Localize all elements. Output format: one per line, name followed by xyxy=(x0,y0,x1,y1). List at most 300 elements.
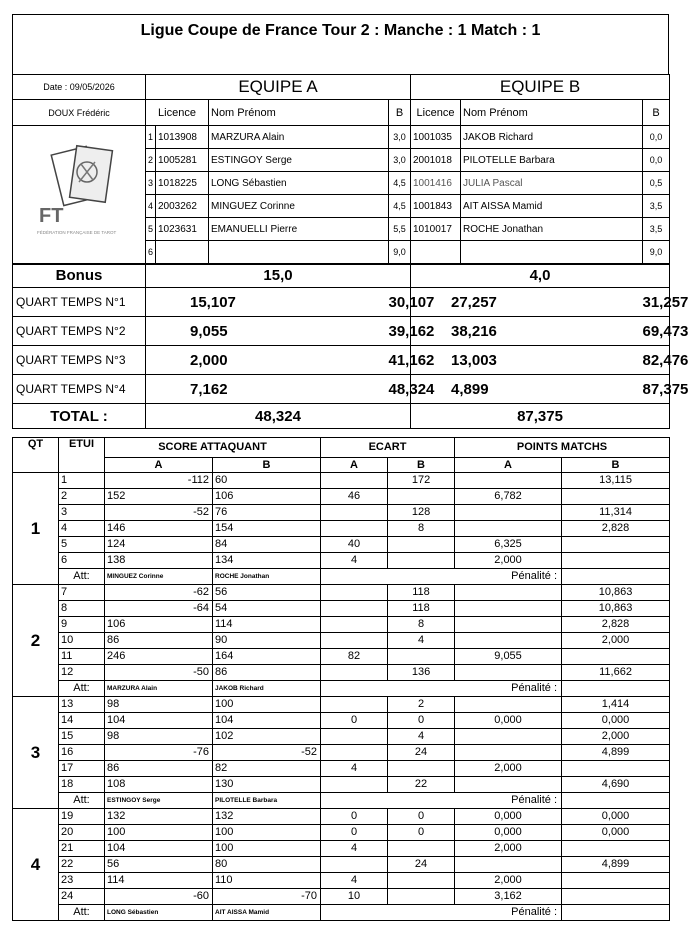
score-a: 100 xyxy=(105,825,213,841)
score-a: 98 xyxy=(105,729,213,745)
bonus-value-a: 5,5 xyxy=(389,218,411,241)
ft-logo xyxy=(13,144,145,244)
nom-header-b: Nom Prénom xyxy=(461,100,643,126)
points-a: 2,000 xyxy=(455,841,562,857)
bonus-value-b: 3,5 xyxy=(643,195,670,218)
quarter-number: 1 xyxy=(13,473,59,585)
points-b: 4,690 xyxy=(562,777,670,793)
ecart-b: 2 xyxy=(388,697,455,713)
detail-row xyxy=(13,665,670,681)
ecart-a: 82 xyxy=(321,649,388,665)
ecart-b: 4 xyxy=(388,729,455,745)
etui-number: 13 xyxy=(59,697,105,713)
quarter-score-a: 2,000 xyxy=(146,346,389,375)
ecart-b-header: B xyxy=(388,458,455,473)
score-a: 138 xyxy=(105,553,213,569)
ecart-b xyxy=(388,649,455,665)
points-b xyxy=(562,889,670,905)
score-b: 102 xyxy=(213,729,321,745)
player-number: 2 xyxy=(146,149,156,172)
ecart-a xyxy=(321,745,388,761)
score-b: 106 xyxy=(213,489,321,505)
quarter-cumul-b: 31,257 xyxy=(643,288,670,317)
ecart-a xyxy=(321,697,388,713)
ecart-a xyxy=(321,665,388,681)
detail-row xyxy=(13,841,670,857)
attaquant-b: ROCHE Jonathan xyxy=(213,569,321,585)
nom-header-a: Nom Prénom xyxy=(209,100,389,126)
bonus-value-b: 0,0 xyxy=(643,126,670,149)
ecart-b: 22 xyxy=(388,777,455,793)
score-b-header: B xyxy=(213,458,321,473)
quarter-number: 4 xyxy=(13,809,59,921)
score-a: 104 xyxy=(105,841,213,857)
bonus-value-a: 3,0 xyxy=(389,149,411,172)
attaquant-a: MINGUEZ Corinne xyxy=(105,569,213,585)
etui-number: 4 xyxy=(59,521,105,537)
points-b: 11,314 xyxy=(562,505,670,521)
attaquant-b: PILOTELLE Barbara xyxy=(213,793,321,809)
points-b: 2,000 xyxy=(562,633,670,649)
licence-a: 1018225 xyxy=(156,172,209,195)
detail-row xyxy=(13,809,670,825)
ecart-a: 46 xyxy=(321,489,388,505)
detail-row xyxy=(13,473,670,489)
points-a: 2,000 xyxy=(455,873,562,889)
ecart-b xyxy=(388,889,455,905)
attaquant-a: LONG Sébastien xyxy=(105,905,213,921)
ecart-a xyxy=(321,473,388,489)
ecart-a: 0 xyxy=(321,825,388,841)
detail-row xyxy=(13,537,670,553)
score-a: -52 xyxy=(105,505,213,521)
player-name-a: MINGUEZ Corinne xyxy=(209,195,389,218)
points-a xyxy=(455,521,562,537)
score-b: 132 xyxy=(213,809,321,825)
score-b: 110 xyxy=(213,873,321,889)
detail-row xyxy=(13,889,670,905)
ecart-a xyxy=(321,585,388,601)
penalite-label: Pénalité : xyxy=(321,681,562,697)
etui-number: 18 xyxy=(59,777,105,793)
att-label: Att: xyxy=(59,793,105,809)
ecart-a xyxy=(321,521,388,537)
licence-a: 1023631 xyxy=(156,218,209,241)
score-a: 114 xyxy=(105,873,213,889)
bonus-value-a: 4,5 xyxy=(389,172,411,195)
points-b xyxy=(562,489,670,505)
player-row xyxy=(13,126,670,149)
ecart-b: 24 xyxy=(388,745,455,761)
quarter-cumul-b: 69,473 xyxy=(643,317,670,346)
ecart-a: 4 xyxy=(321,553,388,569)
detail-row xyxy=(13,601,670,617)
etui-number: 3 xyxy=(59,505,105,521)
etui-number: 2 xyxy=(59,489,105,505)
ecart-a: 0 xyxy=(321,809,388,825)
attaquant-a: ESTINGOY Serge xyxy=(105,793,213,809)
score-a: 98 xyxy=(105,697,213,713)
score-b: 80 xyxy=(213,857,321,873)
penalite-label: Pénalité : xyxy=(321,793,562,809)
etui-number: 23 xyxy=(59,873,105,889)
score-header: SCORE ATTAQUANT xyxy=(105,438,321,458)
score-b: 56 xyxy=(213,585,321,601)
points-a xyxy=(455,617,562,633)
etui-number: 12 xyxy=(59,665,105,681)
player-name-a: ESTINGOY Serge xyxy=(209,149,389,172)
player-name-b: JULIA Pascal xyxy=(461,172,643,195)
etui-header: ETUI xyxy=(59,438,105,473)
logo-cell xyxy=(13,126,146,264)
team-a-header: EQUIPE A xyxy=(146,75,411,100)
score-a: 124 xyxy=(105,537,213,553)
logo-caption: FÉDÉRATION FRANÇAISE DE TAROT xyxy=(37,230,117,236)
points-a: 2,000 xyxy=(455,553,562,569)
quarter-score-b: 4,899 xyxy=(411,375,643,404)
ecart-a-header: A xyxy=(321,458,388,473)
ecart-a: 4 xyxy=(321,841,388,857)
etui-number: 17 xyxy=(59,761,105,777)
score-a: -50 xyxy=(105,665,213,681)
ecart-b: 0 xyxy=(388,825,455,841)
score-b: 100 xyxy=(213,841,321,857)
points-a: 2,000 xyxy=(455,761,562,777)
points-a: 9,055 xyxy=(455,649,562,665)
ecart-a xyxy=(321,777,388,793)
ecart-a: 4 xyxy=(321,873,388,889)
etui-number: 19 xyxy=(59,809,105,825)
team-b-header: EQUIPE B xyxy=(411,75,670,100)
licence-b: 2001018 xyxy=(411,149,461,172)
ecart-b: 0 xyxy=(388,713,455,729)
points-a: 0,000 xyxy=(455,825,562,841)
points-b xyxy=(562,537,670,553)
quarter-row xyxy=(13,288,670,317)
bonus-value-a: 9,0 xyxy=(389,241,411,264)
points-header: POINTS MATCHS xyxy=(455,438,670,458)
licence-b: 1001416 xyxy=(411,172,461,195)
quarter-cumul-a: 30,107 xyxy=(389,288,411,317)
quarter-number: 2 xyxy=(13,585,59,697)
detail-table xyxy=(12,437,670,921)
ecart-a xyxy=(321,601,388,617)
detail-row xyxy=(13,761,670,777)
match-date: Date : 09/05/2026 xyxy=(13,75,146,100)
ecart-b xyxy=(388,553,455,569)
detail-row xyxy=(13,777,670,793)
points-a xyxy=(455,633,562,649)
points-a: 6,782 xyxy=(455,489,562,505)
score-b: 82 xyxy=(213,761,321,777)
etui-number: 21 xyxy=(59,841,105,857)
etui-number: 7 xyxy=(59,585,105,601)
quarter-score-b: 13,003 xyxy=(411,346,643,375)
player-name-b xyxy=(461,241,643,264)
player-name-a xyxy=(209,241,389,264)
licence-b xyxy=(411,241,461,264)
score-a: -76 xyxy=(105,745,213,761)
att-label: Att: xyxy=(59,681,105,697)
detail-row xyxy=(13,649,670,665)
quarter-label: QUART TEMPS N°3 xyxy=(13,346,146,375)
ecart-b: 118 xyxy=(388,601,455,617)
points-b: 0,000 xyxy=(562,809,670,825)
score-b: 114 xyxy=(213,617,321,633)
quarter-score-b: 27,257 xyxy=(411,288,643,317)
licence-a: 1005281 xyxy=(156,149,209,172)
ecart-a: 0 xyxy=(321,713,388,729)
attaquant-row xyxy=(13,681,670,697)
total-team-b: 87,375 xyxy=(411,404,670,429)
player-name-a: EMANUELLI Pierre xyxy=(209,218,389,241)
score-b: 90 xyxy=(213,633,321,649)
ecart-b xyxy=(388,841,455,857)
qt-header: QT xyxy=(13,438,59,473)
quarter-row xyxy=(13,346,670,375)
score-a: -64 xyxy=(105,601,213,617)
score-b: 134 xyxy=(213,553,321,569)
arbitre-name: DOUX Frédéric xyxy=(13,100,146,126)
penalite-value xyxy=(562,793,670,809)
score-b: -52 xyxy=(213,745,321,761)
quarter-label: QUART TEMPS N°2 xyxy=(13,317,146,346)
score-a: 86 xyxy=(105,633,213,649)
ecart-header: ECART xyxy=(321,438,455,458)
score-a: 246 xyxy=(105,649,213,665)
ecart-b: 24 xyxy=(388,857,455,873)
etui-number: 24 xyxy=(59,889,105,905)
quarter-score-a: 15,107 xyxy=(146,288,389,317)
total-team-a: 48,324 xyxy=(146,404,411,429)
bonus-value-b: 9,0 xyxy=(643,241,670,264)
penalite-label: Pénalité : xyxy=(321,905,562,921)
attaquant-a: MARZURA Alain xyxy=(105,681,213,697)
points-a xyxy=(455,601,562,617)
detail-row xyxy=(13,521,670,537)
points-b xyxy=(562,873,670,889)
ecart-b: 4 xyxy=(388,633,455,649)
licence-a: 2003262 xyxy=(156,195,209,218)
attaquant-b: AIT AISSA Mamid xyxy=(213,905,321,921)
etui-number: 16 xyxy=(59,745,105,761)
points-a: 6,325 xyxy=(455,537,562,553)
points-b: 0,000 xyxy=(562,825,670,841)
points-a-header: A xyxy=(455,458,562,473)
ecart-b: 172 xyxy=(388,473,455,489)
quarter-score-b: 38,216 xyxy=(411,317,643,346)
score-b: 60 xyxy=(213,473,321,489)
detail-row xyxy=(13,617,670,633)
quarter-cumul-a: 39,162 xyxy=(389,317,411,346)
detail-row xyxy=(13,825,670,841)
points-b: 10,863 xyxy=(562,601,670,617)
licence-a: 1013908 xyxy=(156,126,209,149)
ecart-b: 8 xyxy=(388,617,455,633)
ecart-a xyxy=(321,505,388,521)
score-b: 86 xyxy=(213,665,321,681)
ecart-b: 118 xyxy=(388,585,455,601)
detail-row xyxy=(13,633,670,649)
detail-row xyxy=(13,489,670,505)
quarter-cumul-b: 82,476 xyxy=(643,346,670,375)
ecart-b: 128 xyxy=(388,505,455,521)
licence-b: 1001035 xyxy=(411,126,461,149)
points-a xyxy=(455,585,562,601)
player-number: 6 xyxy=(146,241,156,264)
page-title: Ligue Coupe de France Tour 2 : Manche : 1 Match : 1 xyxy=(12,14,669,74)
points-b xyxy=(562,649,670,665)
points-b: 0,000 xyxy=(562,713,670,729)
etui-number: 6 xyxy=(59,553,105,569)
etui-number: 8 xyxy=(59,601,105,617)
points-b: 13,115 xyxy=(562,473,670,489)
ecart-b xyxy=(388,537,455,553)
score-b: 100 xyxy=(213,697,321,713)
detail-row xyxy=(13,857,670,873)
licence-header-b: Licence xyxy=(411,100,461,126)
ecart-a xyxy=(321,617,388,633)
score-a: -112 xyxy=(105,473,213,489)
quarter-row xyxy=(13,375,670,404)
bonus-team-a: 15,0 xyxy=(146,264,411,288)
etui-number: 1 xyxy=(59,473,105,489)
points-a xyxy=(455,729,562,745)
quarter-cumul-a: 48,324 xyxy=(389,375,411,404)
bonus-label: Bonus xyxy=(13,264,146,288)
player-number: 4 xyxy=(146,195,156,218)
licence-b: 1001843 xyxy=(411,195,461,218)
ecart-a: 40 xyxy=(321,537,388,553)
detail-row xyxy=(13,745,670,761)
player-name-a: MARZURA Alain xyxy=(209,126,389,149)
summary-table xyxy=(12,74,688,429)
points-b xyxy=(562,841,670,857)
quarter-score-a: 9,055 xyxy=(146,317,389,346)
points-b: 11,662 xyxy=(562,665,670,681)
ecart-a: 4 xyxy=(321,761,388,777)
quarter-label: QUART TEMPS N°4 xyxy=(13,375,146,404)
player-name-b: JAKOB Richard xyxy=(461,126,643,149)
points-b xyxy=(562,761,670,777)
score-a-header: A xyxy=(105,458,213,473)
attaquant-row xyxy=(13,905,670,921)
detail-row xyxy=(13,505,670,521)
score-b: 100 xyxy=(213,825,321,841)
etui-number: 11 xyxy=(59,649,105,665)
bonus-team-b: 4,0 xyxy=(411,264,670,288)
points-b: 1,414 xyxy=(562,697,670,713)
score-a: 132 xyxy=(105,809,213,825)
points-a xyxy=(455,473,562,489)
attaquant-row xyxy=(13,793,670,809)
quarter-cumul-a: 41,162 xyxy=(389,346,411,375)
detail-row xyxy=(13,713,670,729)
score-b: 104 xyxy=(213,713,321,729)
points-b: 2,828 xyxy=(562,521,670,537)
score-b: 54 xyxy=(213,601,321,617)
bonus-value-a: 4,5 xyxy=(389,195,411,218)
score-b: 154 xyxy=(213,521,321,537)
ecart-b xyxy=(388,873,455,889)
penalite-value xyxy=(562,569,670,585)
points-b xyxy=(562,553,670,569)
detail-row xyxy=(13,553,670,569)
etui-number: 22 xyxy=(59,857,105,873)
licence-b: 1010017 xyxy=(411,218,461,241)
player-number: 5 xyxy=(146,218,156,241)
score-a: 146 xyxy=(105,521,213,537)
points-b: 4,899 xyxy=(562,745,670,761)
bonus-value-b: 0,0 xyxy=(643,149,670,172)
bonus-header-a: B xyxy=(389,100,411,126)
ecart-a: 10 xyxy=(321,889,388,905)
licence-a xyxy=(156,241,209,264)
penalite-label: Pénalité : xyxy=(321,569,562,585)
detail-row xyxy=(13,697,670,713)
bonus-value-b: 0,5 xyxy=(643,172,670,195)
logo-letters: FT xyxy=(39,205,64,228)
score-a: 86 xyxy=(105,761,213,777)
ecart-b: 0 xyxy=(388,809,455,825)
penalite-value xyxy=(562,905,670,921)
score-a: 108 xyxy=(105,777,213,793)
points-b: 4,899 xyxy=(562,857,670,873)
total-label: TOTAL : xyxy=(13,404,146,429)
points-b: 2,000 xyxy=(562,729,670,745)
detail-row xyxy=(13,873,670,889)
score-a: 106 xyxy=(105,617,213,633)
etui-number: 9 xyxy=(59,617,105,633)
player-name-b: PILOTELLE Barbara xyxy=(461,149,643,172)
points-a: 0,000 xyxy=(455,713,562,729)
quarter-row xyxy=(13,317,670,346)
quarter-score-a: 7,162 xyxy=(146,375,389,404)
points-a xyxy=(455,857,562,873)
points-a xyxy=(455,665,562,681)
player-name-b: ROCHE Jonathan xyxy=(461,218,643,241)
etui-number: 5 xyxy=(59,537,105,553)
attaquant-b: JAKOB Richard xyxy=(213,681,321,697)
score-a: 104 xyxy=(105,713,213,729)
ecart-b: 8 xyxy=(388,521,455,537)
detail-row xyxy=(13,729,670,745)
quarter-label: QUART TEMPS N°1 xyxy=(13,288,146,317)
quarter-number: 3 xyxy=(13,697,59,809)
points-b: 2,828 xyxy=(562,617,670,633)
score-b: 164 xyxy=(213,649,321,665)
licence-header-a: Licence xyxy=(146,100,209,126)
points-a xyxy=(455,505,562,521)
score-a: -62 xyxy=(105,585,213,601)
points-a xyxy=(455,697,562,713)
score-a: 56 xyxy=(105,857,213,873)
points-a: 3,162 xyxy=(455,889,562,905)
ecart-a xyxy=(321,633,388,649)
att-label: Att: xyxy=(59,569,105,585)
points-a xyxy=(455,745,562,761)
score-b: 84 xyxy=(213,537,321,553)
score-b: 76 xyxy=(213,505,321,521)
player-number: 1 xyxy=(146,126,156,149)
bonus-header-b: B xyxy=(643,100,670,126)
bonus-value-a: 3,0 xyxy=(389,126,411,149)
points-a: 0,000 xyxy=(455,809,562,825)
attaquant-row xyxy=(13,569,670,585)
player-name-b: AIT AISSA Mamid xyxy=(461,195,643,218)
points-a xyxy=(455,777,562,793)
points-b: 10,863 xyxy=(562,585,670,601)
